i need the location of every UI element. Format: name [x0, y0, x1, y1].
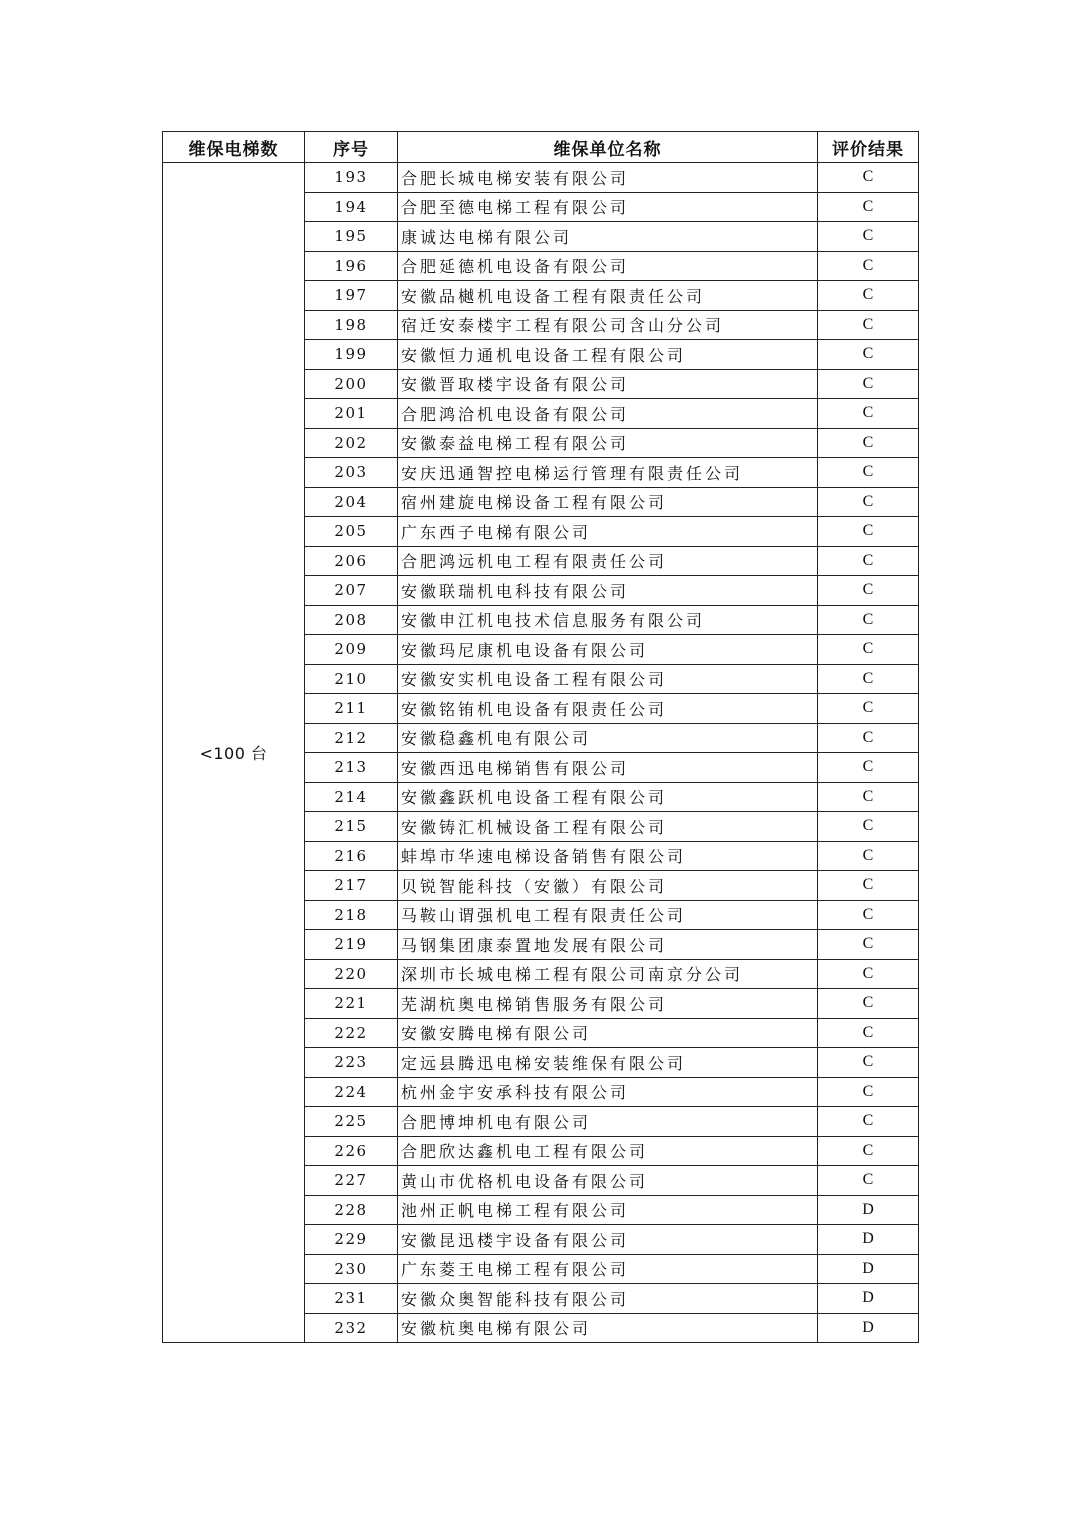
serial-number-cell: 207 — [305, 576, 398, 606]
evaluation-result-cell: D — [818, 1284, 919, 1314]
serial-number-cell: 208 — [305, 605, 398, 635]
evaluation-result-cell: C — [818, 487, 919, 517]
unit-name-cell: 黄山市优格机电设备有限公司 — [398, 1166, 818, 1196]
unit-name-cell: 广东菱王电梯工程有限公司 — [398, 1254, 818, 1284]
evaluation-result-cell: C — [818, 841, 919, 871]
unit-name-cell: 芜湖杭奥电梯销售服务有限公司 — [398, 989, 818, 1019]
serial-number-cell: 231 — [305, 1284, 398, 1314]
serial-number-cell: 209 — [305, 635, 398, 665]
serial-number-cell: 221 — [305, 989, 398, 1019]
header-serial-number: 序号 — [305, 132, 398, 163]
evaluation-result-cell: D — [818, 1313, 919, 1343]
unit-name-cell: 贝锐智能科技（安徽）有限公司 — [398, 871, 818, 901]
serial-number-cell: 212 — [305, 723, 398, 753]
evaluation-result-cell: C — [818, 694, 919, 724]
serial-number-cell: 227 — [305, 1166, 398, 1196]
serial-number-cell: 222 — [305, 1018, 398, 1048]
evaluation-result-cell: C — [818, 222, 919, 252]
evaluation-result-cell: C — [818, 546, 919, 576]
unit-name-cell: 宿州建旋电梯设备工程有限公司 — [398, 487, 818, 517]
serial-number-cell: 204 — [305, 487, 398, 517]
serial-number-cell: 195 — [305, 222, 398, 252]
evaluation-result-cell: C — [818, 192, 919, 222]
evaluation-result-cell: C — [818, 1166, 919, 1196]
serial-number-cell: 210 — [305, 664, 398, 694]
evaluation-result-cell: C — [818, 1048, 919, 1078]
evaluation-result-cell: C — [818, 871, 919, 901]
evaluation-result-cell: C — [818, 1018, 919, 1048]
evaluation-result-cell: C — [818, 340, 919, 370]
unit-name-cell: 安徽联瑞机电科技有限公司 — [398, 576, 818, 606]
evaluation-result-cell: C — [818, 369, 919, 399]
evaluation-result-cell: C — [818, 163, 919, 193]
unit-name-cell: 池州正帆电梯工程有限公司 — [398, 1195, 818, 1225]
unit-name-cell: 安徽安实机电设备工程有限公司 — [398, 664, 818, 694]
serial-number-cell: 193 — [305, 163, 398, 193]
unit-name-cell: 安徽安腾电梯有限公司 — [398, 1018, 818, 1048]
unit-name-cell: 马钢集团康泰置地发展有限公司 — [398, 930, 818, 960]
unit-name-cell: 定远县腾迅电梯安装维保有限公司 — [398, 1048, 818, 1078]
serial-number-cell: 201 — [305, 399, 398, 429]
serial-number-cell: 218 — [305, 900, 398, 930]
serial-number-cell: 230 — [305, 1254, 398, 1284]
evaluation-result-cell: C — [818, 399, 919, 429]
unit-name-cell: 安徽晋取楼宇设备有限公司 — [398, 369, 818, 399]
unit-name-cell: 安徽众奥智能科技有限公司 — [398, 1284, 818, 1314]
unit-name-cell: 安徽西迅电梯销售有限公司 — [398, 753, 818, 783]
evaluation-result-cell: C — [818, 959, 919, 989]
evaluation-result-cell: C — [818, 635, 919, 665]
unit-name-cell: 合肥欣达鑫机电工程有限公司 — [398, 1136, 818, 1166]
evaluation-result-cell: C — [818, 428, 919, 458]
evaluation-result-cell: C — [818, 605, 919, 635]
evaluation-result-cell: C — [818, 664, 919, 694]
evaluation-result-cell: C — [818, 1077, 919, 1107]
evaluation-result-cell: C — [818, 458, 919, 488]
unit-name-cell: 深圳市长城电梯工程有限公司南京分公司 — [398, 959, 818, 989]
serial-number-cell: 219 — [305, 930, 398, 960]
evaluation-result-cell: C — [818, 310, 919, 340]
unit-name-cell: 蚌埠市华速电梯设备销售有限公司 — [398, 841, 818, 871]
serial-number-cell: 228 — [305, 1195, 398, 1225]
unit-name-cell: 安徽铭铕机电设备有限责任公司 — [398, 694, 818, 724]
unit-name-cell: 安徽品樾机电设备工程有限责任公司 — [398, 281, 818, 311]
unit-name-cell: 安徽杭奥电梯有限公司 — [398, 1313, 818, 1343]
serial-number-cell: 194 — [305, 192, 398, 222]
serial-number-cell: 203 — [305, 458, 398, 488]
unit-name-cell: 安徽恒力通机电设备工程有限公司 — [398, 340, 818, 370]
unit-name-cell: 马鞍山谓强机电工程有限责任公司 — [398, 900, 818, 930]
evaluation-result-cell: C — [818, 281, 919, 311]
table-row — [163, 163, 919, 193]
unit-name-cell: 合肥鸿洽机电设备有限公司 — [398, 399, 818, 429]
unit-name-cell: 合肥长城电梯安装有限公司 — [398, 163, 818, 193]
unit-name-cell: 合肥延德机电设备有限公司 — [398, 251, 818, 281]
evaluation-result-cell: C — [818, 1107, 919, 1137]
serial-number-cell: 200 — [305, 369, 398, 399]
serial-number-cell: 196 — [305, 251, 398, 281]
unit-name-cell: 安徽昆迅楼宇设备有限公司 — [398, 1225, 818, 1255]
evaluation-result-cell: C — [818, 1136, 919, 1166]
evaluation-result-cell: C — [818, 782, 919, 812]
header-evaluation-result: 评价结果 — [818, 132, 919, 163]
evaluation-result-cell: D — [818, 1254, 919, 1284]
unit-name-cell: 广东西子电梯有限公司 — [398, 517, 818, 547]
unit-name-cell: 康诚达电梯有限公司 — [398, 222, 818, 252]
serial-number-cell: 198 — [305, 310, 398, 340]
serial-number-cell: 213 — [305, 753, 398, 783]
evaluation-result-cell: C — [818, 576, 919, 606]
serial-number-cell: 223 — [305, 1048, 398, 1078]
evaluation-result-cell: C — [818, 251, 919, 281]
elevator-count-group: <100 台 — [163, 163, 305, 1343]
table-body — [163, 163, 919, 1343]
header-unit-name: 维保单位名称 — [398, 132, 818, 163]
serial-number-cell: 197 — [305, 281, 398, 311]
unit-name-cell: 安徽鑫跃机电设备工程有限公司 — [398, 782, 818, 812]
table-header — [163, 132, 919, 163]
evaluation-result-cell: D — [818, 1195, 919, 1225]
serial-number-cell: 215 — [305, 812, 398, 842]
unit-name-cell: 安徽铸汇机械设备工程有限公司 — [398, 812, 818, 842]
unit-name-cell: 合肥博坤机电有限公司 — [398, 1107, 818, 1137]
serial-number-cell: 217 — [305, 871, 398, 901]
evaluation-result-cell: C — [818, 900, 919, 930]
evaluation-result-cell: C — [818, 930, 919, 960]
serial-number-cell: 216 — [305, 841, 398, 871]
unit-name-cell: 合肥至德电梯工程有限公司 — [398, 192, 818, 222]
unit-name-cell: 安徽玛尼康机电设备有限公司 — [398, 635, 818, 665]
unit-name-cell: 安庆迅通智控电梯运行管理有限责任公司 — [398, 458, 818, 488]
evaluation-result-cell: C — [818, 753, 919, 783]
maintenance-rating-table — [162, 131, 919, 1343]
evaluation-result-cell: C — [818, 723, 919, 753]
serial-number-cell: 220 — [305, 959, 398, 989]
unit-name-cell: 安徽泰益电梯工程有限公司 — [398, 428, 818, 458]
serial-number-cell: 211 — [305, 694, 398, 724]
serial-number-cell: 214 — [305, 782, 398, 812]
serial-number-cell: 205 — [305, 517, 398, 547]
unit-name-cell: 宿迁安泰楼宇工程有限公司含山分公司 — [398, 310, 818, 340]
serial-number-cell: 224 — [305, 1077, 398, 1107]
evaluation-result-cell: C — [818, 517, 919, 547]
unit-name-cell: 安徽申江机电技术信息服务有限公司 — [398, 605, 818, 635]
serial-number-cell: 225 — [305, 1107, 398, 1137]
header-elevator-count: 维保电梯数 — [163, 132, 305, 163]
unit-name-cell: 合肥鸿远机电工程有限责任公司 — [398, 546, 818, 576]
evaluation-result-cell: C — [818, 812, 919, 842]
evaluation-result-cell: C — [818, 989, 919, 1019]
unit-name-cell: 安徽稳鑫机电有限公司 — [398, 723, 818, 753]
serial-number-cell: 232 — [305, 1313, 398, 1343]
unit-name-cell: 杭州金宇安承科技有限公司 — [398, 1077, 818, 1107]
serial-number-cell: 226 — [305, 1136, 398, 1166]
serial-number-cell: 199 — [305, 340, 398, 370]
serial-number-cell: 202 — [305, 428, 398, 458]
serial-number-cell: 229 — [305, 1225, 398, 1255]
header-row — [163, 132, 919, 163]
serial-number-cell: 206 — [305, 546, 398, 576]
evaluation-result-cell: D — [818, 1225, 919, 1255]
